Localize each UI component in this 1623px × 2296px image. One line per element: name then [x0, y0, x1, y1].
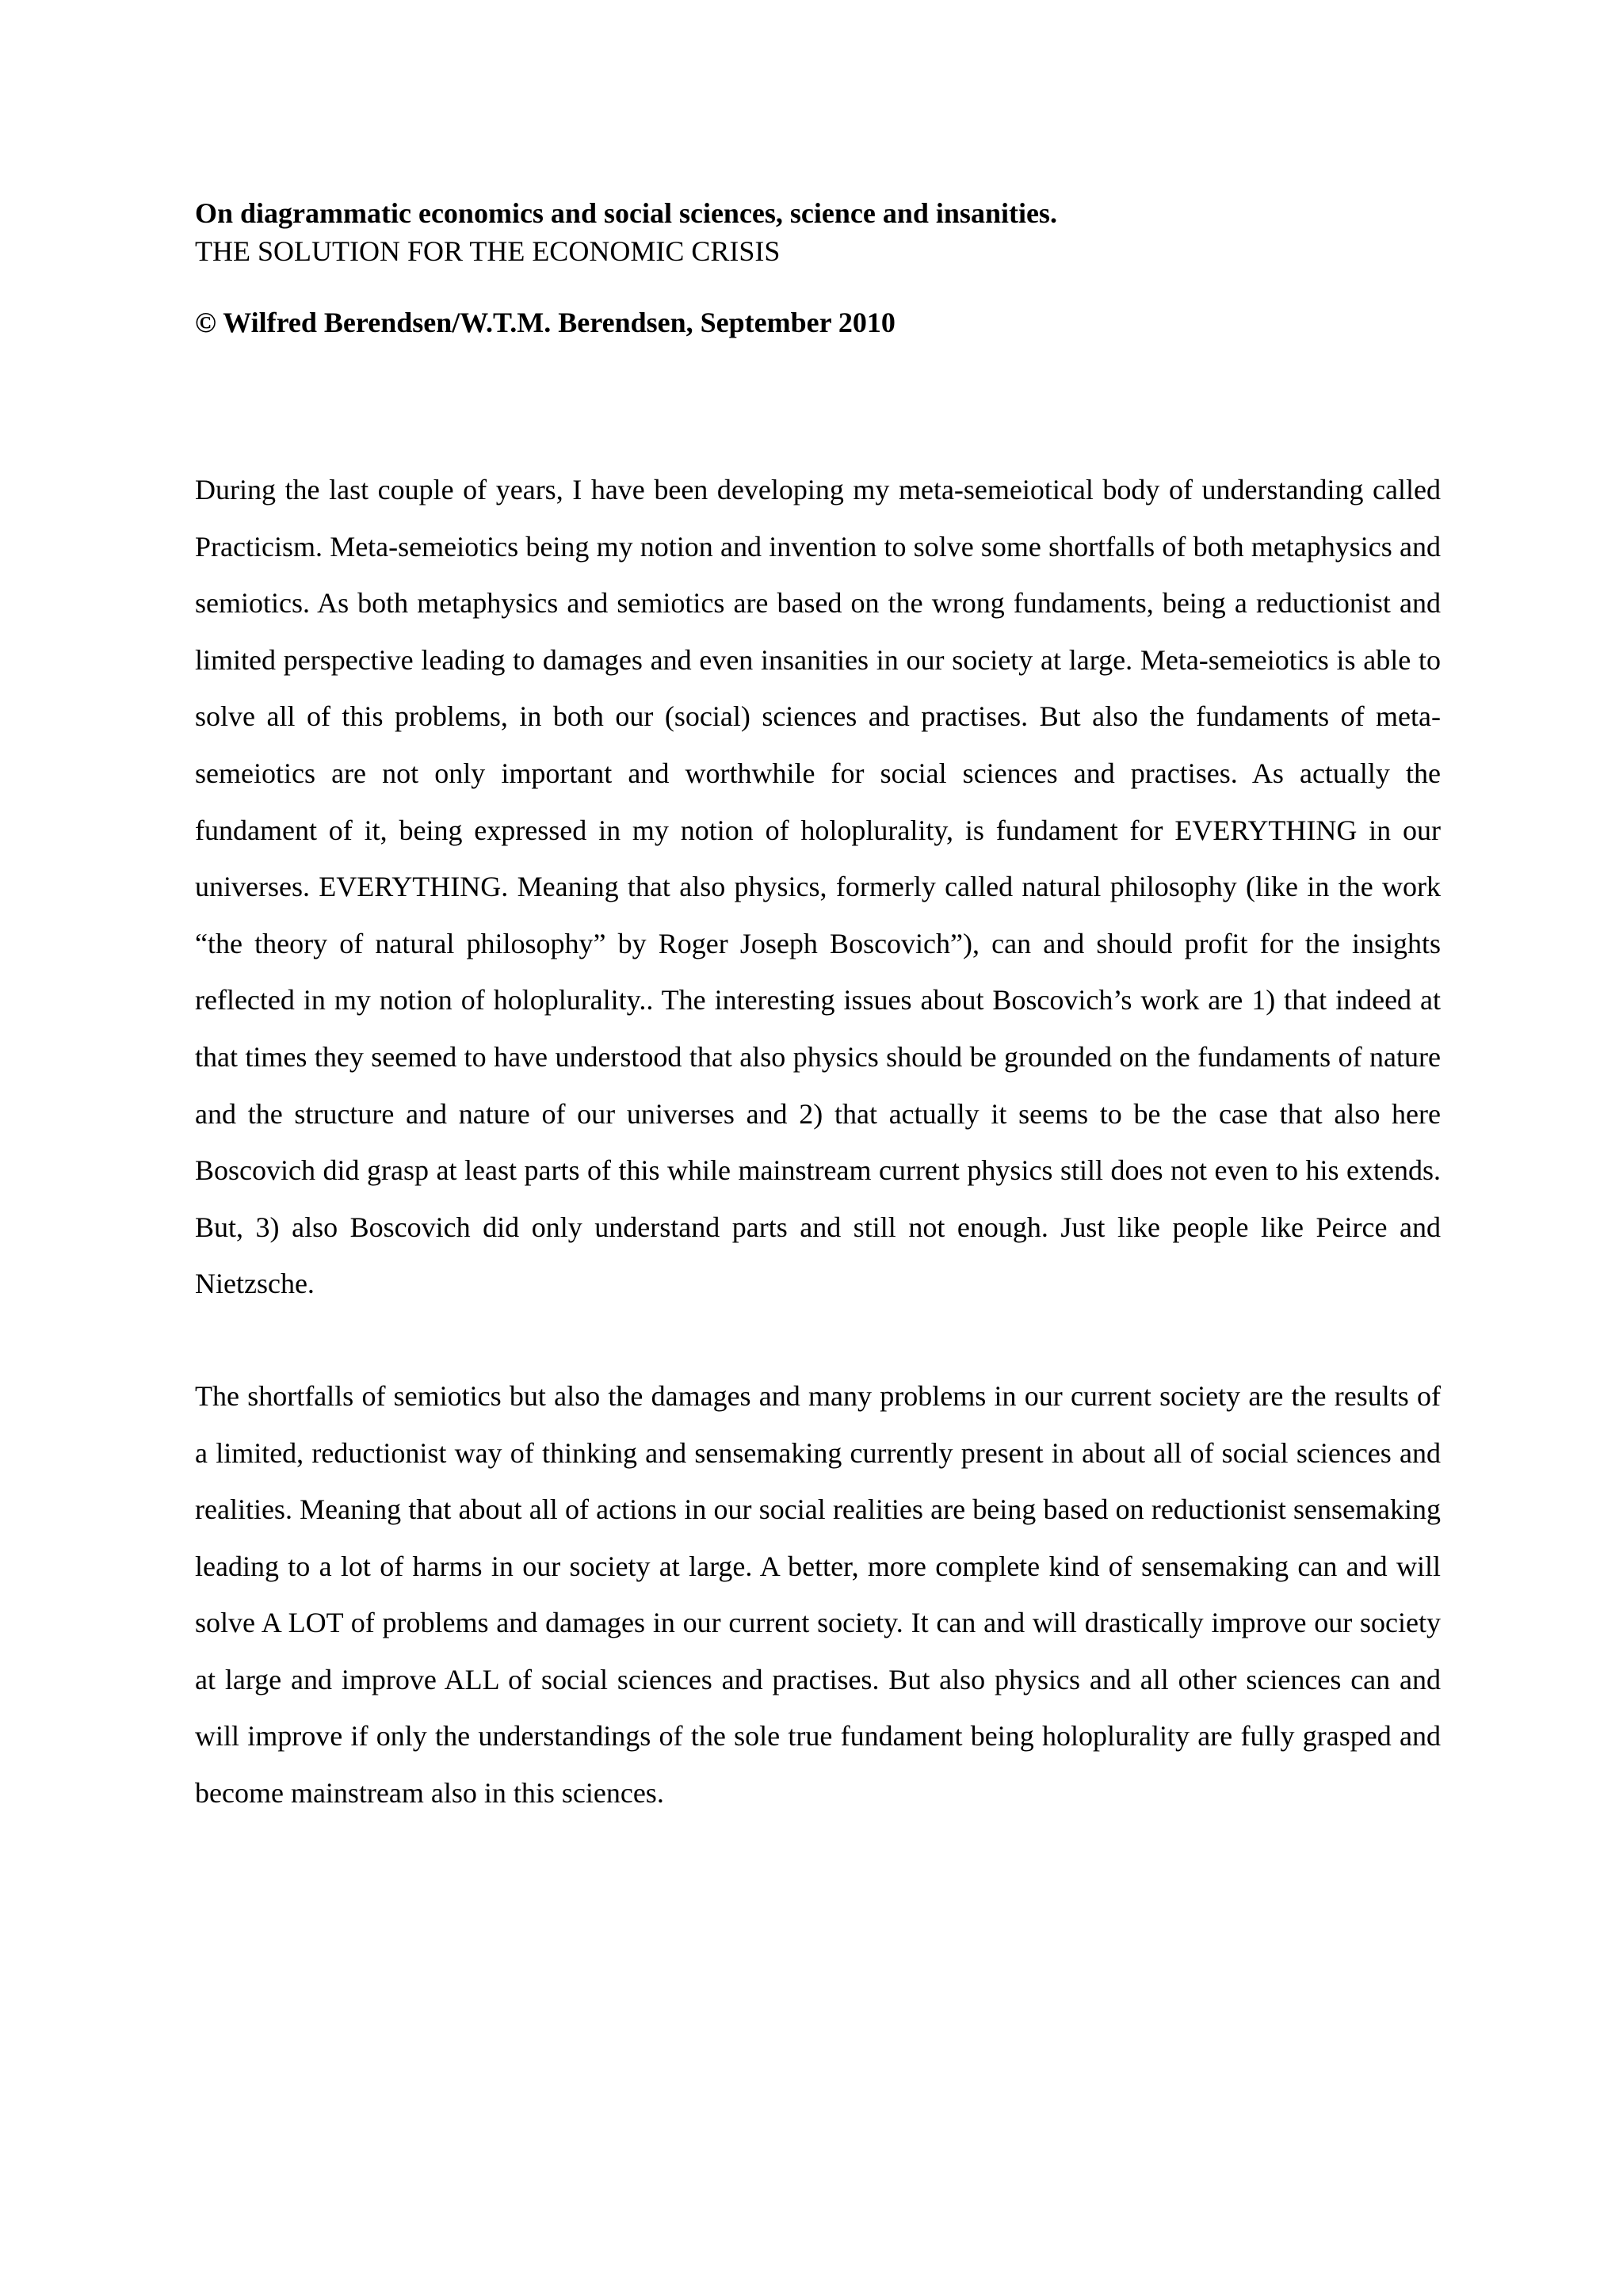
- document-subtitle: THE SOLUTION FOR THE ECONOMIC CRISIS: [195, 235, 781, 267]
- document-title: On diagrammatic economics and social sciences, science and insanities.: [195, 197, 1057, 229]
- copyright-notice: © Wilfred Berendsen/W.T.M. Berendsen, September 2010: [195, 307, 896, 338]
- document-body: [195, 194, 1441, 1822]
- body-paragraph-1: During the last couple of years, I have been developing my meta-semeiotical body of understanding called Practicism. Meta-semeiotics being my notion and invention to solve some shortfalls of both metaphysics and semiotics. As both metaphysics and semiotics are based on the wrong fundaments, being a reductionist and limited perspective leading to damages and even insanities in our society at large. Meta-semeiotics is able to solve all of this problems, in both our (social) sciences and practises. But also the fundaments of meta-semeiotics are not only important and worthwhile for social sciences and practises. As actually the fundament of it, being expressed in my notion of holoplurality, is fundament for EVERYTHING in our universes. EVERYTHING. Meaning that also physics, formerly called natural philosophy (like in the work “the theory of natural philosophy” by Roger Joseph Boscovich”), can and should profit for the insights reflected in my notion of holoplurality.. The interesting issues about Boscovich’s work are 1) that indeed at that times they seemed to have understood that also physics should be grounded on the fundaments of nature and the structure and nature of our universes and 2) that actually it seems to be the case that also here Boscovich did grasp at least parts of this while mainstream current physics still does not even to his extends. But, 3) also Boscovich did only understand parts and still not enough. Just like people like Peirce and Nietzsche.: [195, 474, 1441, 1300]
- body-paragraph-2: The shortfalls of semiotics but also the damages and many problems in our current society are the results of a limited, reductionist way of thinking and sensemaking currently present in about all of social sciences and realities. Meaning that about all of actions in our social realities are being based on reductionist sensemaking leading to a lot of harms in our society at large. A better, more complete kind of sensemaking can and will solve A LOT of problems and damages in our current society. It can and will drastically improve our society at large and improve ALL of social sciences and practises. But also physics and all other sciences can and will improve if only the understandings of the sole true fundament being holoplurality are fully grasped and become mainstream also in this sciences.: [195, 1379, 1441, 1810]
